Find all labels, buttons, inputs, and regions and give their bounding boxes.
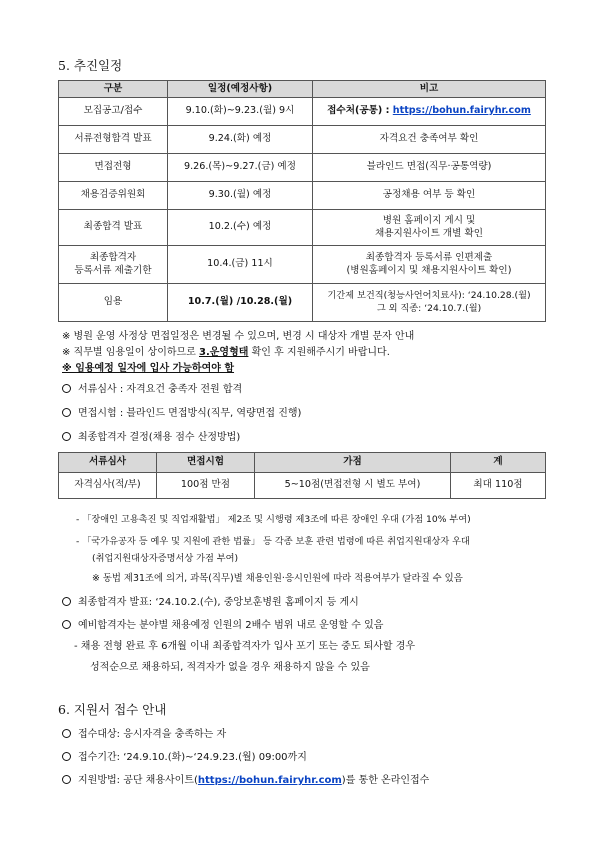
bullet-text: 접수대상: 응시자격을 충족하는 자 [78,729,227,740]
bullet-text: 면접시험 : 블라인드 면접방식(직무, 역량면접 진행) [78,408,302,419]
note-interview-change: ※ 병원 운영 사정상 면접일정은 변경될 수 있으며, 변경 시 대상자 개별 문자 안내 [62,331,415,342]
cell-category: 모집공고/접수 [59,98,168,126]
header-total: 계 [451,453,546,473]
reception-label: 접수처(공통) : [327,105,393,117]
remarks-line2: 채용지원사이트 개별 확인 [374,227,484,239]
category-line1: 최종합격자 [89,251,137,263]
header-schedule: 일정(예정사항) [168,81,313,98]
table-row [59,210,546,246]
method-prefix: 지원방법: 공단 채용사이트( [78,775,198,786]
application-site-link[interactable]: https://bohun.fairyhr.com [197,775,342,786]
cell-category: 임용 [59,284,168,322]
cell-schedule: 10.2.(수) 예정 [168,210,313,246]
schedule-table [58,80,546,322]
cell-category [59,246,168,284]
note-veteran-preference: - 「국가유공자 등 예우 및 지원에 관한 법률」 등 각종 보훈 관련 법령에 따른 취업지원대상자 우대 [76,536,470,547]
circle-bullet-icon [62,620,71,629]
reception-link[interactable]: https://bohun.fairyhr.com [392,105,531,117]
note-appointment-date [62,343,390,358]
cell-category: 채용검증위원회 [59,182,168,210]
bullet-period [62,748,307,763]
cell-remarks [313,98,546,126]
cell-remarks [313,246,546,284]
section6-heading: 6. 지원서 접수 안내 [58,702,167,717]
schedule-header-row [59,81,546,98]
note-disability-preference: - 「장애인 고용촉진 및 직업재활법」 제2조 및 시행령 제3조에 따른 장애인 우대 (가점 10% 부여) [76,514,471,525]
table-row [59,98,546,126]
note-operation-type: 3.운영형태 [199,347,249,358]
circle-bullet-icon [62,408,71,417]
header-bonus: 가점 [255,453,451,473]
bullet-final-announcement [62,593,359,608]
cell-category: 서류전형합격 발표 [59,126,168,154]
cell-remarks [313,210,546,246]
bullet-document-review [62,380,242,395]
header-category: 구분 [59,81,168,98]
section5-heading: 5. 추진일정 [58,58,123,73]
remarks-line2: 그 외 직종: ‘24.10.7.(월) [376,302,482,314]
cell-bonus: 5~10점(면접전형 시 별도 부여) [255,473,451,499]
table-row [59,473,546,499]
reserve-note-line2: 성적순으로 채용하되, 적격자가 없을 경우 채용하지 않을 수 있음 [90,662,370,673]
remarks-line2: (병원홈페이지 및 채용지원사이트 확인) [346,264,512,276]
cell-total: 최대 110점 [451,473,546,499]
cell-remarks: 자격요건 충족여부 확인 [313,126,546,154]
bullet-text: 최종합격자 발표: ‘24.10.2.(수), 중앙보훈병원 홈페이지 등 게시 [78,597,359,608]
remarks-line1: 최종합격자 등록서류 인편제출 [365,251,493,263]
table-row [59,154,546,182]
cell-schedule: 9.10.(화)~9.23.(월) 9시 [168,98,313,126]
circle-bullet-icon [62,384,71,393]
table-row [59,182,546,210]
header-document: 서류심사 [59,453,157,473]
remarks-line1: 병원 홈페이지 게시 및 [382,214,476,226]
note-appointment-text: ※ 직무별 임용일이 상이하므로 [62,347,200,358]
cell-interview: 100점 만점 [157,473,255,499]
cell-remarks: 공정채용 여부 등 확인 [313,182,546,210]
table-row [59,126,546,154]
note-start-availability: ※ 임용예정 일자에 입사 가능하여야 함 [62,363,235,374]
note-appointment-suffix: 확인 후 지원해주시기 바랍니다. [248,347,390,358]
bullet-final-decision [62,428,240,443]
cell-remarks [313,284,546,322]
circle-bullet-icon [62,432,71,441]
bullet-eligibility [62,725,226,740]
cell-schedule: 9.24.(화) 예정 [168,126,313,154]
table-row [59,246,546,284]
circle-bullet-icon [62,775,71,784]
bullet-text: 예비합격자는 분야별 채용예정 인원의 2배수 범위 내로 운영할 수 있음 [78,620,384,631]
bullet-text: 최종합격자 결정(채용 점수 산정방법) [78,432,241,443]
header-interview: 면접시험 [157,453,255,473]
cell-schedule: 10.4.(금) 11시 [168,246,313,284]
circle-bullet-icon [62,597,71,606]
bullet-reserve-candidates [62,616,383,631]
cell-remarks: 블라인드 면접(직무·공통역량) [313,154,546,182]
bullet-text: 서류심사 : 자격요건 충족자 전원 합격 [78,384,243,395]
circle-bullet-icon [62,752,71,761]
bullet-interview [62,404,301,419]
score-table [58,452,546,499]
cell-document: 자격심사(적/부) [59,473,157,499]
cell-schedule: 10.7.(월) /10.28.(월) [168,284,313,322]
remarks-line1: 기간제 보건직(청능사언어치료사): ‘24.10.28.(월) [327,290,531,302]
reserve-note-line1: - 채용 전형 완료 후 6개월 이내 최종합격자가 입사 포기 또는 중도 퇴사할 경우 [74,641,416,652]
method-suffix: )를 통한 온라인접수 [341,775,430,786]
bullet-text: 접수기간: ‘24.9.10.(화)~‘24.9.23.(월) 09:00까지 [78,752,307,763]
cell-category: 최종합격 발표 [59,210,168,246]
note-article31: ※ 동법 제31조에 의거, 과목(직무)별 채용인원·응시인원에 따라 적용여부가 달라질 수 있음 [92,573,463,584]
cell-schedule: 9.26.(목)~9.27.(금) 예정 [168,154,313,182]
score-header-row [59,453,546,473]
category-line2: 등록서류 제출기한 [74,264,152,276]
table-row [59,284,546,322]
note-veteran-bonus: (취업지원대상자증명서상 가점 부여) [92,553,239,564]
cell-category: 면접전형 [59,154,168,182]
cell-schedule: 9.30.(월) 예정 [168,182,313,210]
header-remarks: 비고 [313,81,546,98]
bullet-method [62,771,429,786]
circle-bullet-icon [62,729,71,738]
